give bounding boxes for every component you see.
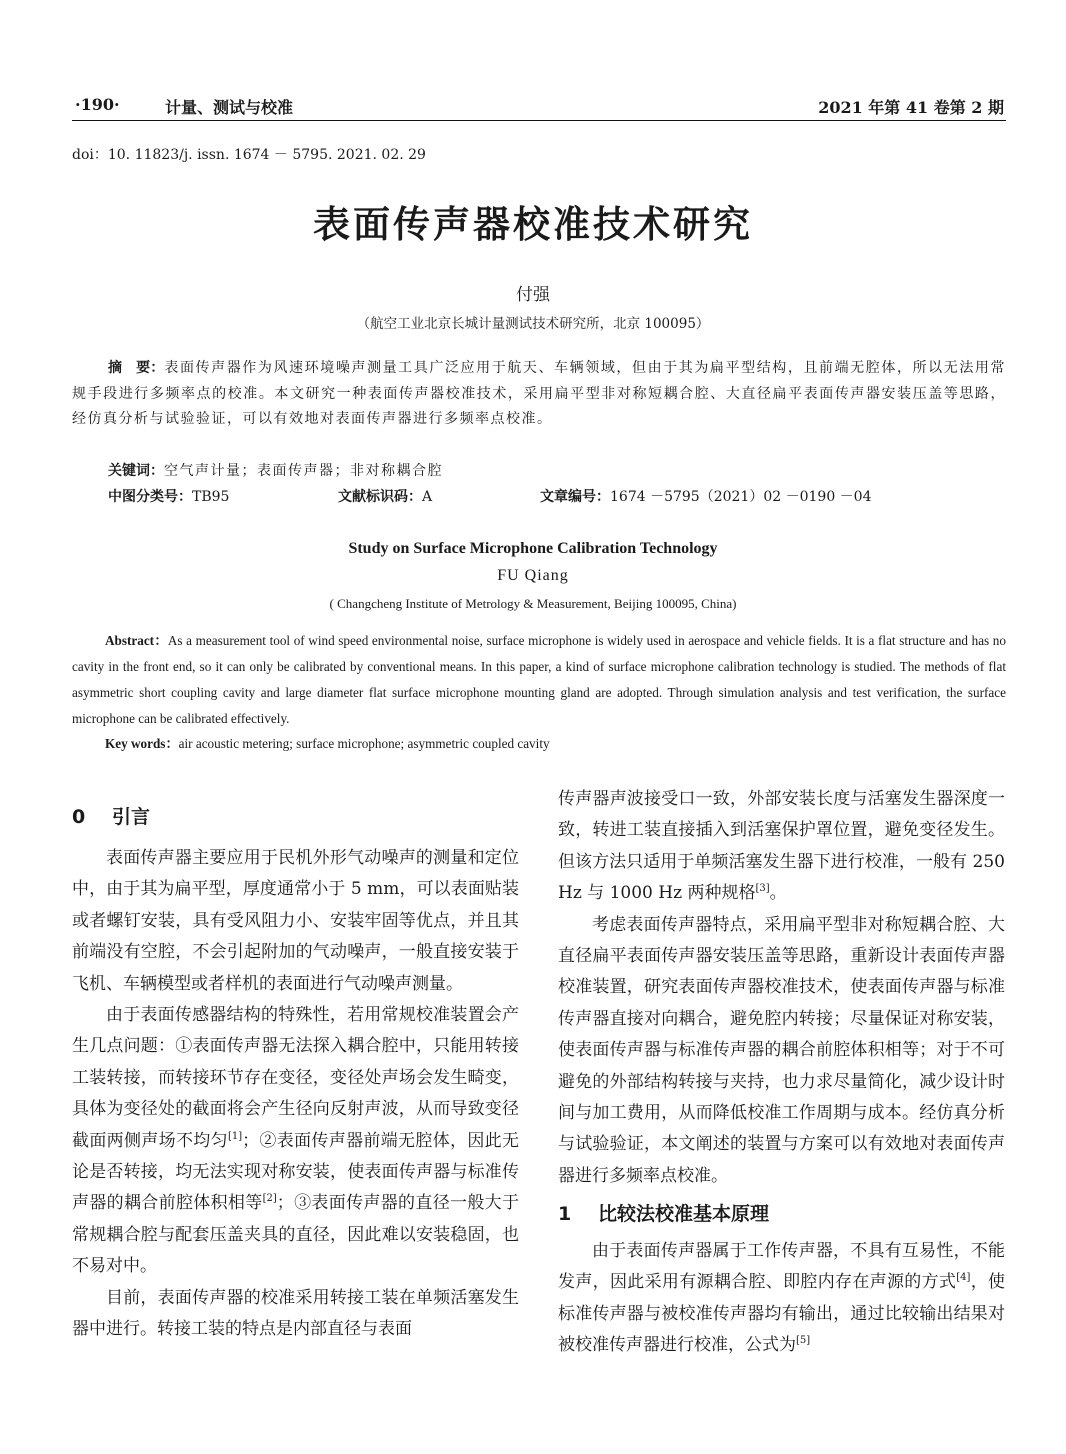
keywords-zh-label: 关键词：	[108, 463, 164, 479]
citation[interactable]: [5]	[796, 1335, 811, 1347]
abstract-en-text: As a measurement tool of wind speed environmental noise, surface microphone is widely used in aerospace and vehicle fields. It is a flat structure and has no cavity in the front end, so it can only be calibrated by conventional means. In this paper, a kind of surface microphone calibration technology is studied. The methods of flat asymmetric short coupling cavity and large diameter flat surface microphone mounting gland are adopted. Through simulation analysis and test verification, the surface microphone can be calibrated effectively.	[72, 633, 1006, 726]
section-1-heading	[558, 1196, 1005, 1232]
paragraph: 考虑表面传声器特点，采用扁平型非对称短耦合腔、大直径扁平表面传声器安装压盖等思路，重新设计表面传声器校准装置，研究表面传声器校准技术，使表面传声器与标准传声器直接对向耦合，避免腔内转接；尽量保证对称安装，使表面传声器与标准传声器的耦合前腔体积相等；对于不可避免的外部结构转接与夹持，也力求尽量简化，减少设计时间与加工费用，从而降低校准工作周期与成本。经仿真分析与试验验证，本文阐述的装置与方案可以有效地对表面传声器进行多频率点校准。	[558, 914, 1005, 1186]
paragraph: 由于表面传声器属于工作传声器，不具有互易性，不能发声，因此采用有源耦合腔、即腔内存在声源的方式[4]，使标准传声器与被校准传声器均有输出，通过比较输出结果对被校准传声器进行校准，公式为[5]	[558, 1241, 1006, 1356]
article-value: 1674 －5795（2021）02 －0190 －04	[610, 489, 872, 505]
keywords-en-text: air acoustic metering; surface microphone; asymmetric coupled cavity	[178, 736, 550, 751]
section-1-body	[558, 1236, 1005, 1362]
article-label: 文章编号：	[540, 489, 610, 505]
section-1-number: 1	[558, 1203, 572, 1225]
abstract-en-label: Abstract：	[105, 633, 168, 648]
section-0-title: 引言	[112, 806, 151, 828]
citation[interactable]: [3]	[755, 883, 770, 895]
citation[interactable]: [2]	[262, 1193, 277, 1205]
journal-section: 计量、测试与校准	[165, 98, 294, 117]
clc-value: TB95	[192, 489, 230, 505]
clc-number	[108, 486, 229, 506]
affiliation-en: ( Changcheng Institute of Metrology & Measurement, Beijing 100095, China)	[329, 596, 737, 611]
paragraph: 传声器声波接受口一致，外部安装长度与活塞发生器深度一致，转进工装直接插入到活塞保护罩位置，避免变径发生。但该方法只适用于单频活塞发生器下进行校准，一般有 250 Hz 与 1000 Hz 两种规格[3]。	[558, 789, 1005, 904]
keywords-en-label: Key words：	[105, 736, 179, 751]
keywords-zh-text: 空气声计量；表面传声器；非对称耦合腔	[164, 463, 443, 479]
keywords-en	[105, 733, 550, 752]
article-number	[540, 486, 872, 506]
left-column	[72, 843, 519, 1346]
citation[interactable]: [1]	[227, 1130, 243, 1142]
document-code	[338, 486, 432, 506]
author-en: FU Qiang	[497, 567, 569, 584]
title-en: Study on Surface Microphone Calibration Technology	[348, 540, 718, 557]
section-1-title: 比较法校准基本原理	[598, 1203, 770, 1225]
section-0-heading	[72, 799, 519, 835]
abstract-zh-text: 表面传声器作为风速环境噪声测量工具广泛应用于航天、车辆领域，但由于其为扁平型结构，且前端无腔体，所以无法用常规手段进行多频率点的校准。本文研究一种表面传声器校准技术，采用扁平型非对称短耦合腔、大直径扁平表面传声器安装压盖等思路，经仿真分析与试验验证，可以有效地对表面传声器进行多频率点校准。	[72, 360, 1007, 427]
abstract-en	[72, 628, 1006, 732]
right-column	[558, 784, 1005, 1192]
abstract-zh	[72, 356, 1006, 433]
header-rule	[72, 120, 1006, 121]
section-0-number: 0	[72, 806, 86, 828]
doi: doi：10. 11823/j. issn. 1674 － 5795. 2021. 02. 29	[72, 147, 426, 163]
keywords-zh	[108, 460, 443, 480]
paper-title: 表面传声器校准技术研究	[313, 203, 753, 246]
issue-info: 2021 年第 41 卷第 2 期	[818, 98, 1004, 117]
page-number: ·190·	[75, 95, 120, 114]
paragraph: 由于表面传感器结构的特殊性，若用常规校准装置会产生几点问题：①表面传声器无法探入耦合腔中，只能用转接工装转接，而转接环节存在变径，变径处声场会发生畸变，具体为变径处的截面将会产生径向反射声波，从而导致变径截面两侧声场不均匀[1]；②表面传声器前端无腔体，因此无论是否转接，均无法实现对称安装，使表面传声器与标准传声器的耦合前腔体积相等[2]；③表面传声器的直径一般大于常规耦合腔与配套压盖夹具的直径，因此难以安装稳固，也不易对中。	[72, 1005, 520, 1277]
paragraph: 表面传声器主要应用于民机外形气动噪声的测量和定位中，由于其为扁平型，厚度通常小于 5 mm，可以表面贴装或者螺钉安装，具有受风阻力小、安装牢固等优点，并且其前端没有空腔，不会引起附加的气动噪声，一般直接安装于飞机、车辆模型或者样机的表面进行气动噪声测量。	[72, 848, 519, 994]
doc-label: 文献标识码：	[338, 489, 422, 505]
affiliation: （航空工业北京长城计量测试技术研究所，北京 100095）	[356, 316, 710, 332]
abstract-zh-label: 摘 要：	[108, 360, 165, 376]
paragraph: 目前，表面传声器的校准采用转接工装在单频活塞发生器中进行。转接工装的特点是内部直径与表面	[72, 1287, 519, 1340]
author: 付强	[516, 285, 550, 305]
doc-value: A	[422, 489, 433, 505]
citation[interactable]: [4]	[956, 1272, 971, 1284]
clc-label: 中图分类号：	[108, 489, 192, 505]
